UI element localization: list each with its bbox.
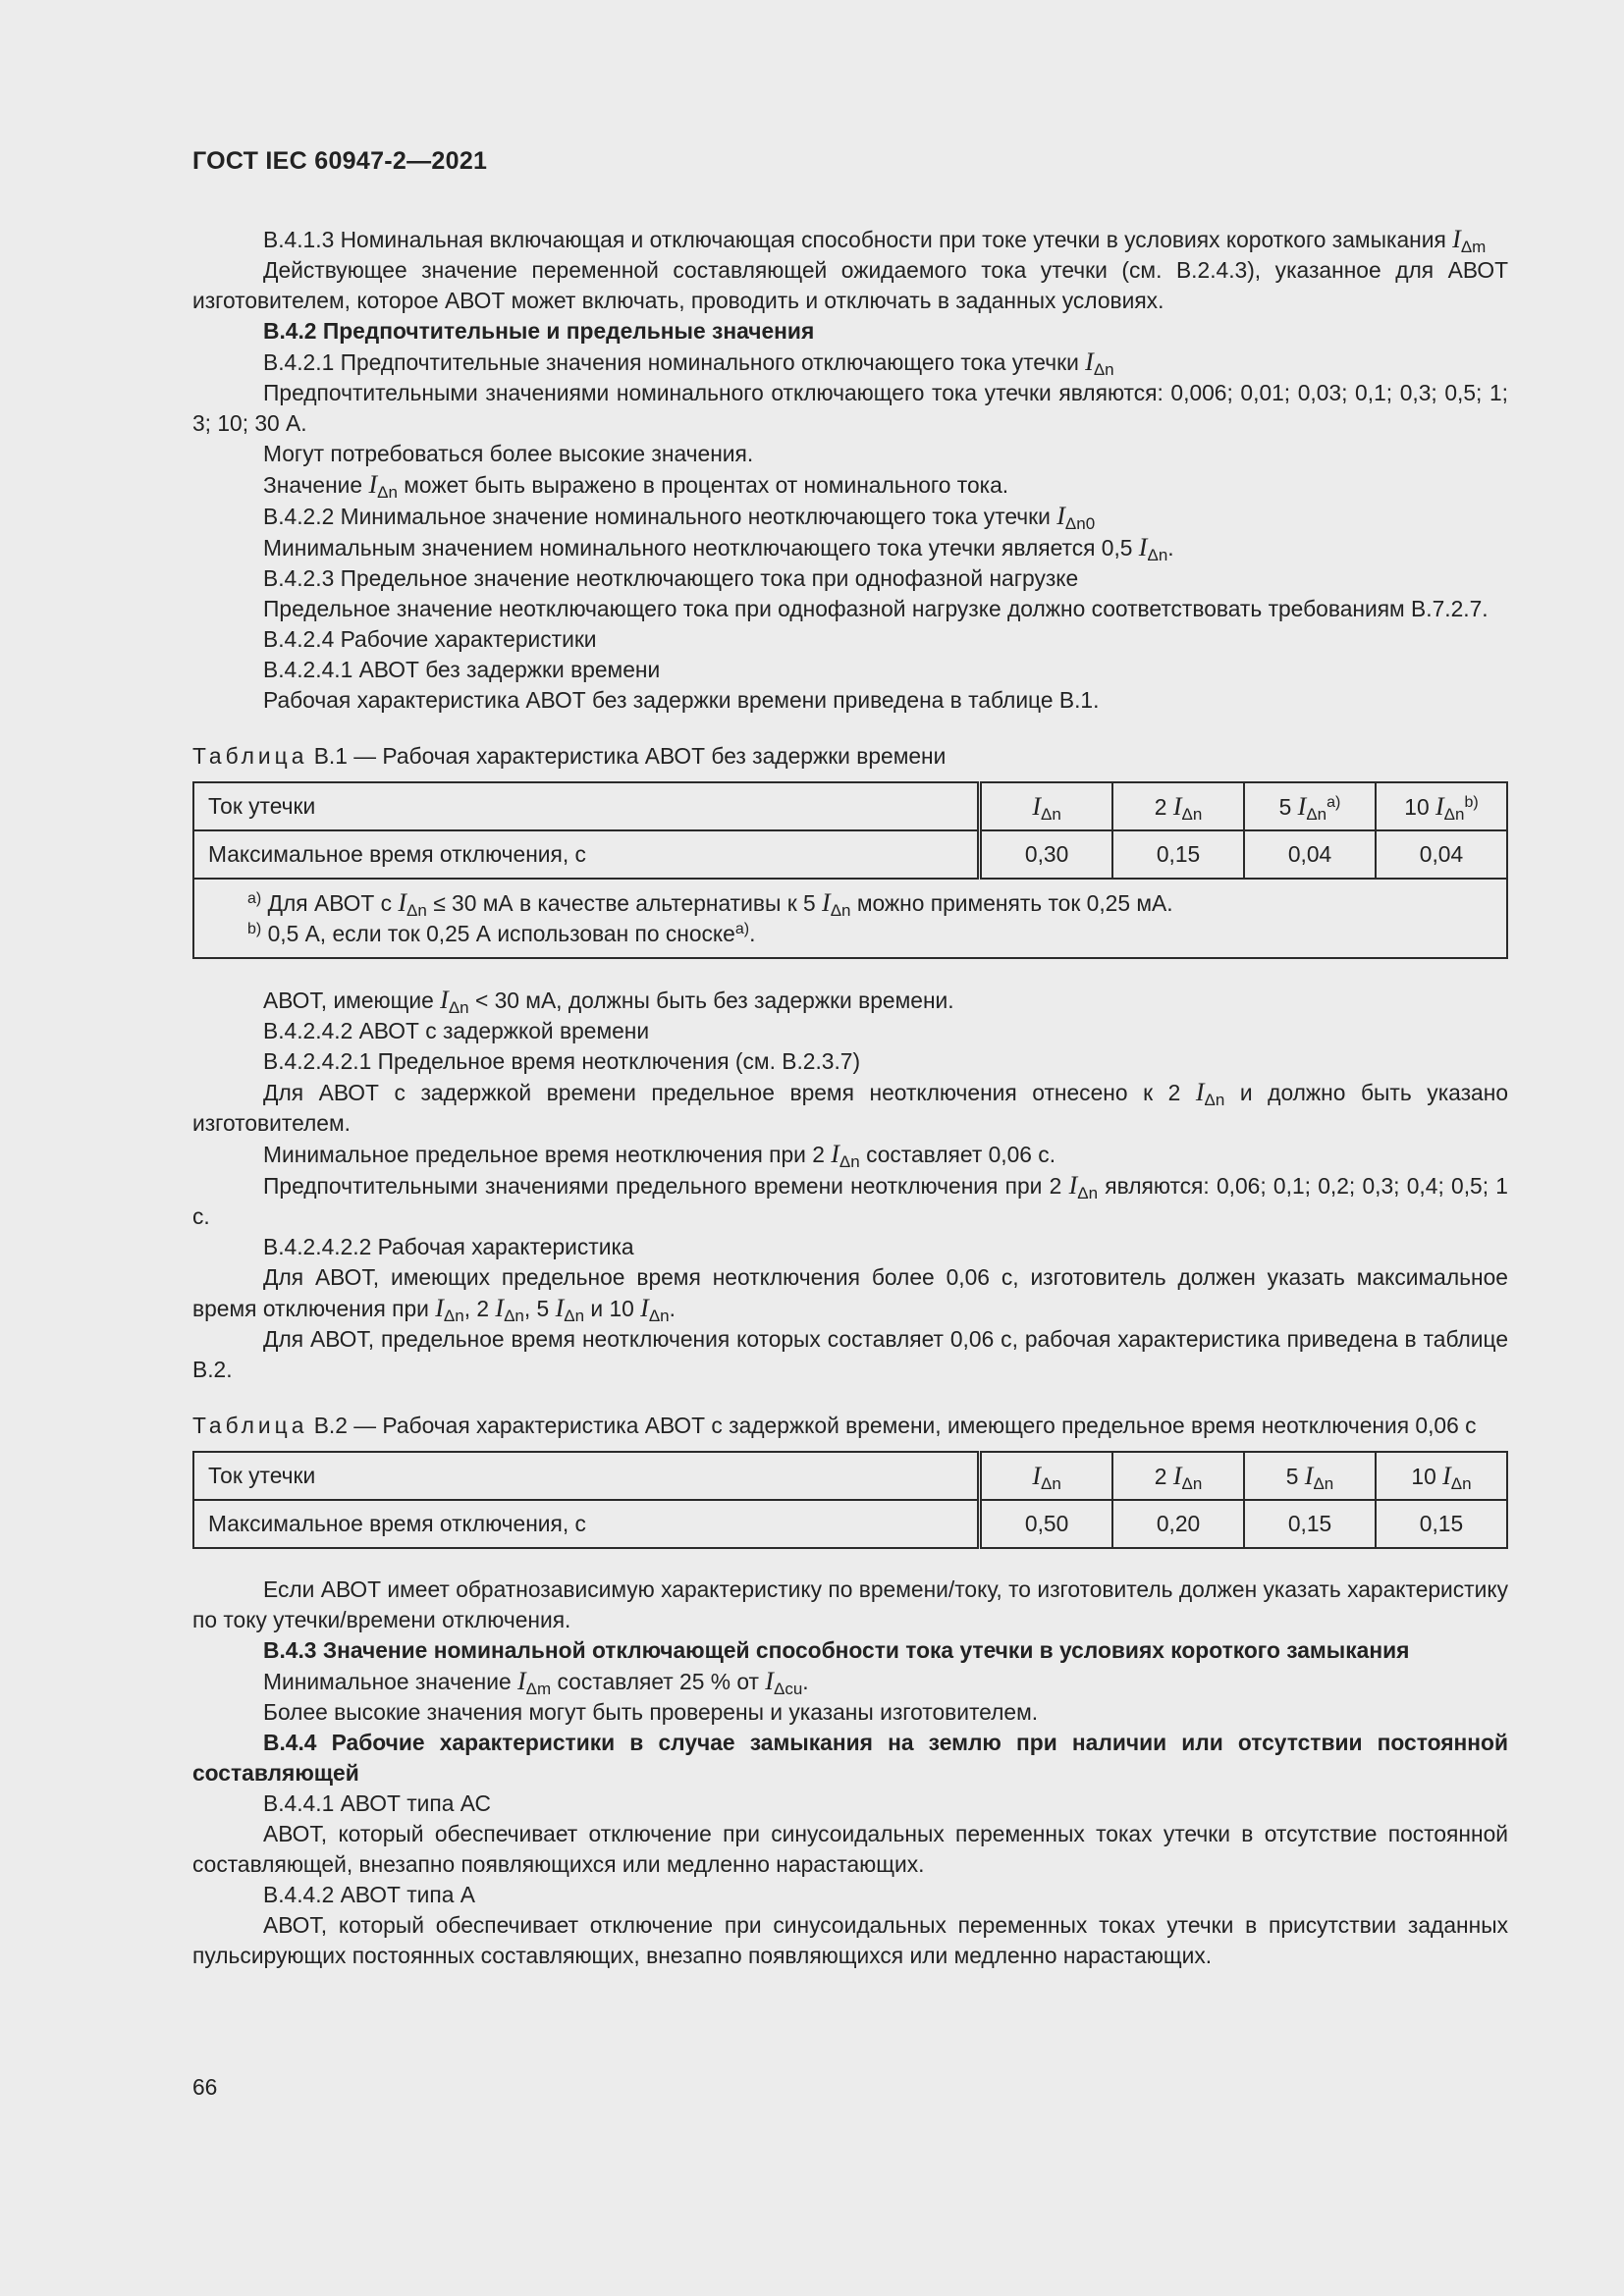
current-symbol: I: [440, 986, 449, 1014]
subscript: Δn: [839, 1152, 860, 1171]
table-row: [193, 1452, 1507, 1500]
subscript: Δn: [648, 1307, 670, 1325]
current-symbol: I: [1442, 1461, 1451, 1490]
current-symbol: I: [398, 888, 407, 917]
multiplier: 10: [1411, 1463, 1443, 1489]
current-symbol: I: [1452, 225, 1461, 253]
footnote-mark: b): [1464, 793, 1479, 811]
paragraph: [192, 1262, 1508, 1324]
table-header-cell: [1376, 782, 1507, 830]
table-cell: 0,04: [1244, 830, 1376, 879]
footnote-mark: a): [1326, 793, 1341, 811]
paragraph: [192, 1077, 1508, 1139]
paragraph: В.4.2.4.2.2 Рабочая характеристика: [263, 1234, 634, 1259]
paragraph: [192, 224, 1508, 255]
table-caption: [192, 741, 1508, 772]
table-notes: [193, 879, 1507, 958]
paragraph: Если АВОТ имеет обратнозависимую характеристику по времени/току, то изготовитель должен указать характеристику по току утечки/времени отключения.: [192, 1576, 1508, 1632]
table-cell: 0,04: [1376, 830, 1507, 879]
paragraph-text: Предпочтительными значениями предельного времени неотключения при 2: [263, 1173, 1069, 1199]
subscript: Δn: [1450, 1473, 1472, 1493]
caption-text: В.1 — Рабочая характеристика АВОТ без задержки времени: [307, 743, 947, 769]
footnote-mark: a): [734, 921, 750, 937]
table-header-cell: Ток утечки: [193, 1452, 980, 1500]
footnote-mark: a): [247, 890, 262, 907]
table-header-cell: [1112, 782, 1244, 830]
paragraph: Действующее значение переменной составляющей ожидаемого тока утечки (см. В.2.4.3), указанное для АВОТ изготовителем, которое АВОТ может включать, проводить и отключать в заданных условиях.: [192, 257, 1508, 313]
current-symbol: I: [435, 1294, 444, 1322]
page-number: 66: [192, 2074, 218, 2100]
current-symbol: I: [495, 1294, 505, 1322]
subscript: Δn: [1093, 360, 1114, 379]
paragraph-text: Минимальное значение: [263, 1669, 517, 1694]
current-symbol: I: [831, 1140, 839, 1168]
subscript: Δm: [1460, 238, 1487, 256]
paragraph-text: и должно быть указано изготовителем.: [192, 1080, 1508, 1136]
subscript: Δn: [1041, 1473, 1061, 1493]
table-b2: [192, 1451, 1508, 1549]
current-symbol: I: [1068, 1171, 1078, 1200]
paragraph-text: В.4.2.2 Минимальное значение номинального неотключающего тока утечки: [263, 504, 1057, 529]
paragraph-text: В.4.2.1 Предпочтительные значения номинального отключающего тока утечки: [263, 349, 1086, 375]
subscript: Δn: [448, 998, 469, 1017]
subscript: Δcu: [773, 1680, 803, 1698]
paragraph: Более высокие значения могут быть проверены и указаны изготовителем.: [263, 1699, 1039, 1725]
subscript: Δn: [564, 1307, 585, 1325]
subscript: Δn0: [1064, 514, 1096, 533]
paragraph: В.4.2.4 Рабочие характеристики: [263, 626, 597, 652]
current-symbol: I: [1435, 791, 1444, 821]
subscript: Δn: [1204, 1091, 1225, 1109]
current-symbol: I: [822, 888, 831, 917]
paragraph: [192, 1139, 1508, 1170]
current-symbol: I: [765, 1667, 774, 1695]
table-header-cell: [1112, 1452, 1244, 1500]
paragraph: АВОТ, который обеспечивает отключение при синусоидальных переменных токах утечки в присутствии заданных пульсирующих постоянных составляющих, внезапно появляющихся или медленно нарастающих.: [192, 1912, 1508, 1968]
table-row: [193, 830, 1507, 879]
section-heading: В.4.2 Предпочтительные и предельные значения: [263, 318, 815, 344]
subscript: Δn: [830, 901, 851, 920]
current-symbol: I: [555, 1294, 565, 1322]
table-b1: [192, 781, 1508, 959]
table-header-cell: [980, 1452, 1112, 1500]
subscript: Δn: [1041, 804, 1061, 824]
paragraph: Для АВОТ, предельное время неотключения которых составляет 0,06 с, рабочая характеристика приведена в таблице В.2.: [192, 1326, 1508, 1382]
multiplier: 5: [1285, 1463, 1305, 1489]
subscript: Δn: [1306, 804, 1327, 824]
paragraph-text: составляет 0,06 с.: [859, 1142, 1056, 1167]
paragraph-text: являются: 0,06; 0,1; 0,2; 0,3; 0,4; 0,5; 1 с.: [192, 1173, 1508, 1229]
subscript: Δn: [406, 901, 427, 920]
current-symbol: I: [368, 470, 378, 499]
paragraph: [192, 985, 1508, 1016]
current-symbol: I: [1195, 1078, 1205, 1106]
paragraph-text: Минимальное предельное время неотключения при 2: [263, 1142, 832, 1167]
caption-word: Таблица: [192, 1413, 308, 1438]
current-symbol: I: [1297, 791, 1307, 821]
subscript: Δm: [525, 1680, 552, 1698]
subscript: Δn: [1181, 1473, 1203, 1493]
current-symbol: I: [1085, 347, 1094, 376]
current-symbol: I: [1304, 1461, 1314, 1490]
footnote-text: 0,5 А, если ток 0,25 А использован по сноске: [261, 921, 735, 946]
caption-word: Таблица: [192, 743, 308, 769]
footnote-a: [247, 887, 1506, 919]
subscript: Δn: [377, 483, 398, 502]
table-header-cell: [1376, 1452, 1507, 1500]
paragraph-text: < 30 мА, должны быть без задержки времени.: [468, 988, 954, 1013]
subscript: Δn: [1313, 1473, 1334, 1493]
current-symbol: I: [640, 1294, 649, 1322]
section-heading: В.4.3 Значение номинальной отключающей способности тока утечки в условиях короткого замыкания: [263, 1637, 1410, 1663]
paragraph: [192, 1666, 1508, 1697]
paragraph: [192, 469, 1508, 501]
footnote-b: $^{b)}$ 0,5 А, если ток 0,25 А использован по сноске$^{a)}$.: [247, 921, 756, 946]
table-cell: 0,30: [980, 830, 1112, 879]
paragraph: В.4.2.4.1 АВОТ без задержки времени: [263, 657, 661, 682]
paragraph: В.4.4.1 АВОТ типа АС: [263, 1790, 491, 1816]
subscript: Δn: [1181, 804, 1203, 824]
paragraph-text: , 5: [523, 1296, 556, 1321]
current-symbol: I: [1172, 791, 1182, 821]
table-row: [193, 1500, 1507, 1548]
document-header: ГОСТ IEC 60947-2—2021: [192, 147, 488, 175]
paragraph: АВОТ, который обеспечивает отключение при синусоидальных переменных токах утечки в отсутствие постоянной составляющей, внезапно появляющихся или медленно нарастающих.: [192, 1821, 1508, 1877]
paragraph: Рабочая характеристика АВОТ без задержки времени приведена в таблице В.1.: [263, 687, 1100, 713]
footnote-mark: b): [247, 921, 262, 937]
paragraph-text: .: [669, 1296, 676, 1321]
table-notes-row: [193, 879, 1507, 958]
multiplier: 2: [1154, 793, 1173, 820]
table-header-cell: Ток утечки: [193, 782, 980, 830]
paragraph-text: составляет 25 % от: [551, 1669, 766, 1694]
paragraph-text: .: [1167, 535, 1174, 561]
paragraph-text: В.4.1.3 Номинальная включающая и отключающая способности при токе утечки в условиях короткого замыкания: [263, 227, 1453, 252]
table-header-cell: [1244, 782, 1376, 830]
table-cell: Максимальное время отключения, с: [193, 1500, 980, 1548]
footnote-text: можно применять ток 0,25 мА.: [850, 890, 1173, 916]
current-symbol: I: [1032, 791, 1042, 821]
subscript: Δn: [1443, 804, 1465, 824]
paragraph-text: Минимальным значением номинального неотключающего тока утечки является 0,5: [263, 535, 1139, 561]
table-cell: 0,50: [980, 1500, 1112, 1548]
subscript: Δn: [1077, 1184, 1099, 1202]
paragraph: Предельное значение неотключающего тока при однофазной нагрузке должно соответствовать требованиям В.7.2.7.: [263, 596, 1489, 621]
paragraph-text: и 10: [584, 1296, 641, 1321]
paragraph-text: может быть выражено в процентах от номинального тока.: [397, 472, 1009, 498]
document-body: [192, 224, 1508, 1971]
current-symbol: I: [1138, 533, 1148, 561]
table-cell: Максимальное время отключения, с: [193, 830, 980, 879]
current-symbol: I: [516, 1667, 526, 1695]
table-cell: 0,15: [1376, 1500, 1507, 1548]
subscript: Δn: [504, 1307, 524, 1325]
table-cell: 0,20: [1112, 1500, 1244, 1548]
footnote-text: ≤ 30 мА в качестве альтернативы к 5: [426, 890, 823, 916]
multiplier: 10: [1404, 793, 1435, 820]
current-symbol: I: [1172, 1461, 1182, 1490]
table-header-cell: [1244, 1452, 1376, 1500]
subscript: Δn: [1147, 546, 1168, 564]
paragraph: [192, 501, 1508, 532]
paragraph-text: Для АВОТ с задержкой времени предельное время неотключения отнесено к 2: [263, 1080, 1196, 1105]
paragraph: В.4.2.4.2 АВОТ с задержкой времени: [263, 1018, 650, 1043]
paragraph: В.4.2.4.2.1 Предельное время неотключения (см. В.2.3.7): [263, 1048, 861, 1074]
paragraph: В.4.4.2 АВОТ типа А: [263, 1882, 475, 1907]
paragraph-text: Для АВОТ, имеющих предельное время неотключения более 0,06 с, изготовитель должен указать максимальное время отключения при: [192, 1264, 1508, 1321]
paragraph: [192, 347, 1508, 378]
paragraph: [192, 1170, 1508, 1232]
current-symbol: I: [1032, 1461, 1042, 1490]
multiplier: 5: [1278, 793, 1298, 820]
paragraph: В.4.2.3 Предельное значение неотключающего тока при однофазной нагрузке: [263, 565, 1079, 591]
subscript: Δn: [443, 1307, 464, 1325]
footnote-text: Для АВОТ с: [261, 890, 399, 916]
current-symbol: I: [1056, 502, 1065, 530]
paragraph: Предпочтительными значениями номинального отключающего тока утечки являются: 0,006; 0,01; 0,03; 0,1; 0,3; 0,5; 1; 3; 10; 30 А.: [192, 380, 1508, 436]
paragraph-text: АВОТ, имеющие: [263, 988, 441, 1013]
table-caption: [192, 1411, 1508, 1441]
paragraph-text: , 2: [463, 1296, 496, 1321]
paragraph-text: .: [802, 1669, 809, 1694]
table-cell: 0,15: [1244, 1500, 1376, 1548]
table-row: [193, 782, 1507, 830]
table-cell: 0,15: [1112, 830, 1244, 879]
section-heading: В.4.4 Рабочие характеристики в случае замыкания на землю при наличии или отсутствии постоянной составляющей: [192, 1730, 1508, 1786]
paragraph: Могут потребоваться более высокие значения.: [263, 441, 754, 466]
paragraph: [192, 532, 1508, 563]
table-header-cell: [980, 782, 1112, 830]
multiplier: 2: [1154, 1463, 1173, 1489]
caption-text: В.2 — Рабочая характеристика АВОТ с задержкой времени, имеющего предельное время неотключения 0,06 с: [307, 1413, 1477, 1438]
paragraph-text: Значение: [263, 472, 369, 498]
